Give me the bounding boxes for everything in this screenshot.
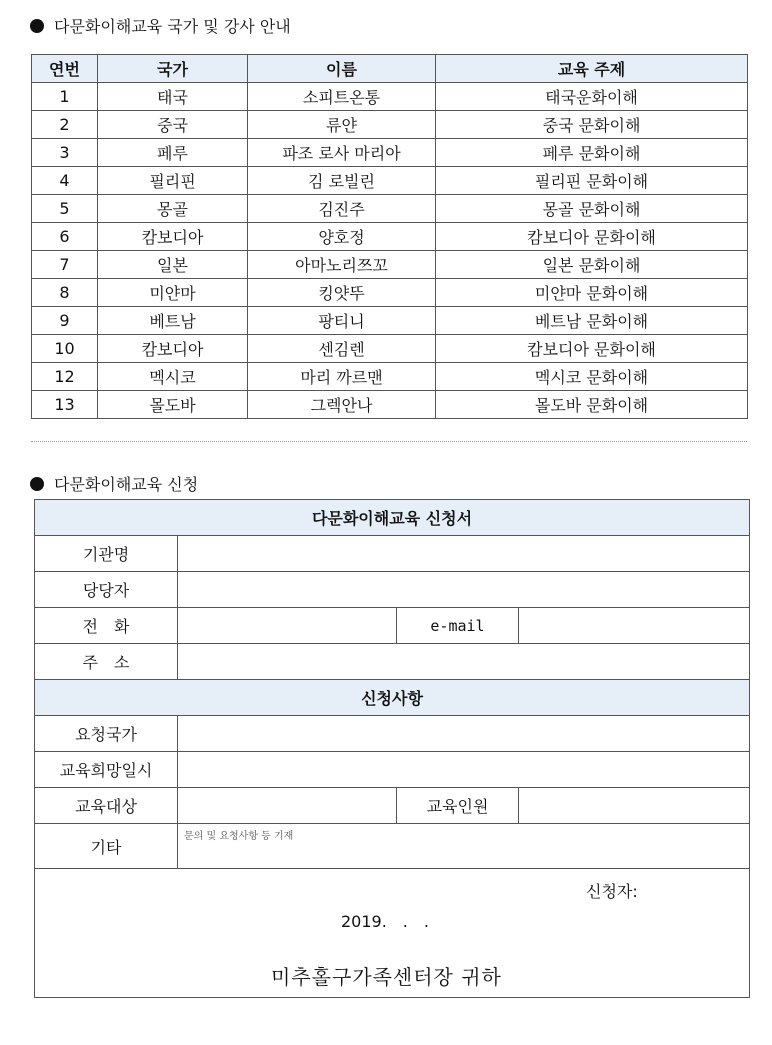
row-topic: 페루 문화이해 [436, 139, 748, 167]
row-no: 5 [32, 195, 98, 223]
row-topic: 캄보디아 문화이해 [436, 335, 748, 363]
table-row [32, 83, 748, 111]
details-header: 신청사항 [35, 680, 750, 716]
row-name: 양호정 [248, 223, 436, 251]
row-topic: 멕시코 문화이해 [436, 363, 748, 391]
table-row [32, 195, 748, 223]
row-name: 센김렌 [248, 335, 436, 363]
address-field[interactable] [178, 644, 750, 680]
table-row [32, 391, 748, 419]
row-country: 필리핀 [98, 167, 248, 195]
section-title-guide [30, 14, 291, 37]
table-row [32, 363, 748, 391]
row-no: 3 [32, 139, 98, 167]
row-country: 캄보디아 [98, 223, 248, 251]
row-topic: 중국 문화이해 [436, 111, 748, 139]
row-country: 멕시코 [98, 363, 248, 391]
applicant-label: 신청자: [586, 882, 638, 901]
datetime-field[interactable] [178, 752, 750, 788]
email-field[interactable] [519, 608, 750, 644]
row-name: 마리 까르맨 [248, 363, 436, 391]
section-title-apply-text: 다문화이해교육 신청 [54, 475, 199, 494]
row-country: 태국 [98, 83, 248, 111]
section-divider [31, 441, 747, 442]
row-country: 베트남 [98, 307, 248, 335]
header-no: 연번 [32, 55, 98, 83]
label-count: 교육인원 [397, 788, 519, 824]
table-row [32, 307, 748, 335]
row-name: 김 로빌린 [248, 167, 436, 195]
date-text: 2019. . . [341, 912, 429, 931]
row-topic: 몰도바 문화이해 [436, 391, 748, 419]
application-form [34, 499, 750, 998]
row-no: 2 [32, 111, 98, 139]
row-country: 중국 [98, 111, 248, 139]
row-country: 몰도바 [98, 391, 248, 419]
row-no: 4 [32, 167, 98, 195]
row-topic: 베트남 문화이해 [436, 307, 748, 335]
label-email: e-mail [397, 608, 519, 644]
row-name: 소피트온통 [248, 83, 436, 111]
target-field[interactable] [178, 788, 397, 824]
form-footer [35, 869, 750, 998]
row-country: 캄보디아 [98, 335, 248, 363]
row-topic: 캄보디아 문화이해 [436, 223, 748, 251]
label-org: 기관명 [35, 536, 178, 572]
row-name: 팡티니 [248, 307, 436, 335]
instructor-table [31, 54, 748, 419]
label-phone: 전 화 [35, 608, 178, 644]
row-no: 13 [32, 391, 98, 419]
count-field[interactable] [519, 788, 750, 824]
row-country: 일본 [98, 251, 248, 279]
table-row [32, 139, 748, 167]
row-country: 몽골 [98, 195, 248, 223]
row-no: 12 [32, 363, 98, 391]
row-topic: 미얀마 문화이해 [436, 279, 748, 307]
row-no: 7 [32, 251, 98, 279]
section-title-guide-text: 다문화이해교육 국가 및 강사 안내 [54, 17, 291, 36]
row-topic: 태국운화이해 [436, 83, 748, 111]
table-row [32, 251, 748, 279]
etc-field[interactable] [178, 824, 750, 869]
etc-note: 문의 및 요청사항 등 기재 [184, 831, 294, 842]
org-field[interactable] [178, 536, 750, 572]
row-name: 킹얏뚜 [248, 279, 436, 307]
row-no: 8 [32, 279, 98, 307]
row-country: 미얀마 [98, 279, 248, 307]
row-name: 김진주 [248, 195, 436, 223]
form-title: 다문화이해교육 신청서 [35, 500, 750, 536]
label-country: 요청국가 [35, 716, 178, 752]
row-name: 그렉안나 [248, 391, 436, 419]
label-manager: 당당자 [35, 572, 178, 608]
row-no: 10 [32, 335, 98, 363]
row-no: 1 [32, 83, 98, 111]
table-row [32, 223, 748, 251]
phone-field[interactable] [178, 608, 397, 644]
table-row [32, 111, 748, 139]
header-name: 이름 [248, 55, 436, 83]
manager-field[interactable] [178, 572, 750, 608]
addressee-text: 미추홀구가족센터장 귀하 [271, 965, 502, 989]
table-row [32, 167, 748, 195]
row-topic: 필리핀 문화이해 [436, 167, 748, 195]
bullet-icon [30, 477, 44, 491]
label-target: 교육대상 [35, 788, 178, 824]
table-header-row [32, 55, 748, 83]
label-address: 주 소 [35, 644, 178, 680]
bullet-icon [30, 19, 44, 33]
table-row [32, 335, 748, 363]
row-topic: 일본 문화이해 [436, 251, 748, 279]
label-datetime: 교육희망일시 [35, 752, 178, 788]
label-etc: 기타 [35, 824, 178, 869]
header-country: 국가 [98, 55, 248, 83]
table-row [32, 279, 748, 307]
row-name: 아마노리쯔꼬 [248, 251, 436, 279]
row-no: 9 [32, 307, 98, 335]
row-country: 페루 [98, 139, 248, 167]
country-field[interactable] [178, 716, 750, 752]
header-topic: 교육 주제 [436, 55, 748, 83]
section-title-apply [30, 472, 198, 495]
row-topic: 몽골 문화이해 [436, 195, 748, 223]
row-no: 6 [32, 223, 98, 251]
row-name: 류얀 [248, 111, 436, 139]
row-name: 파조 로사 마리아 [248, 139, 436, 167]
